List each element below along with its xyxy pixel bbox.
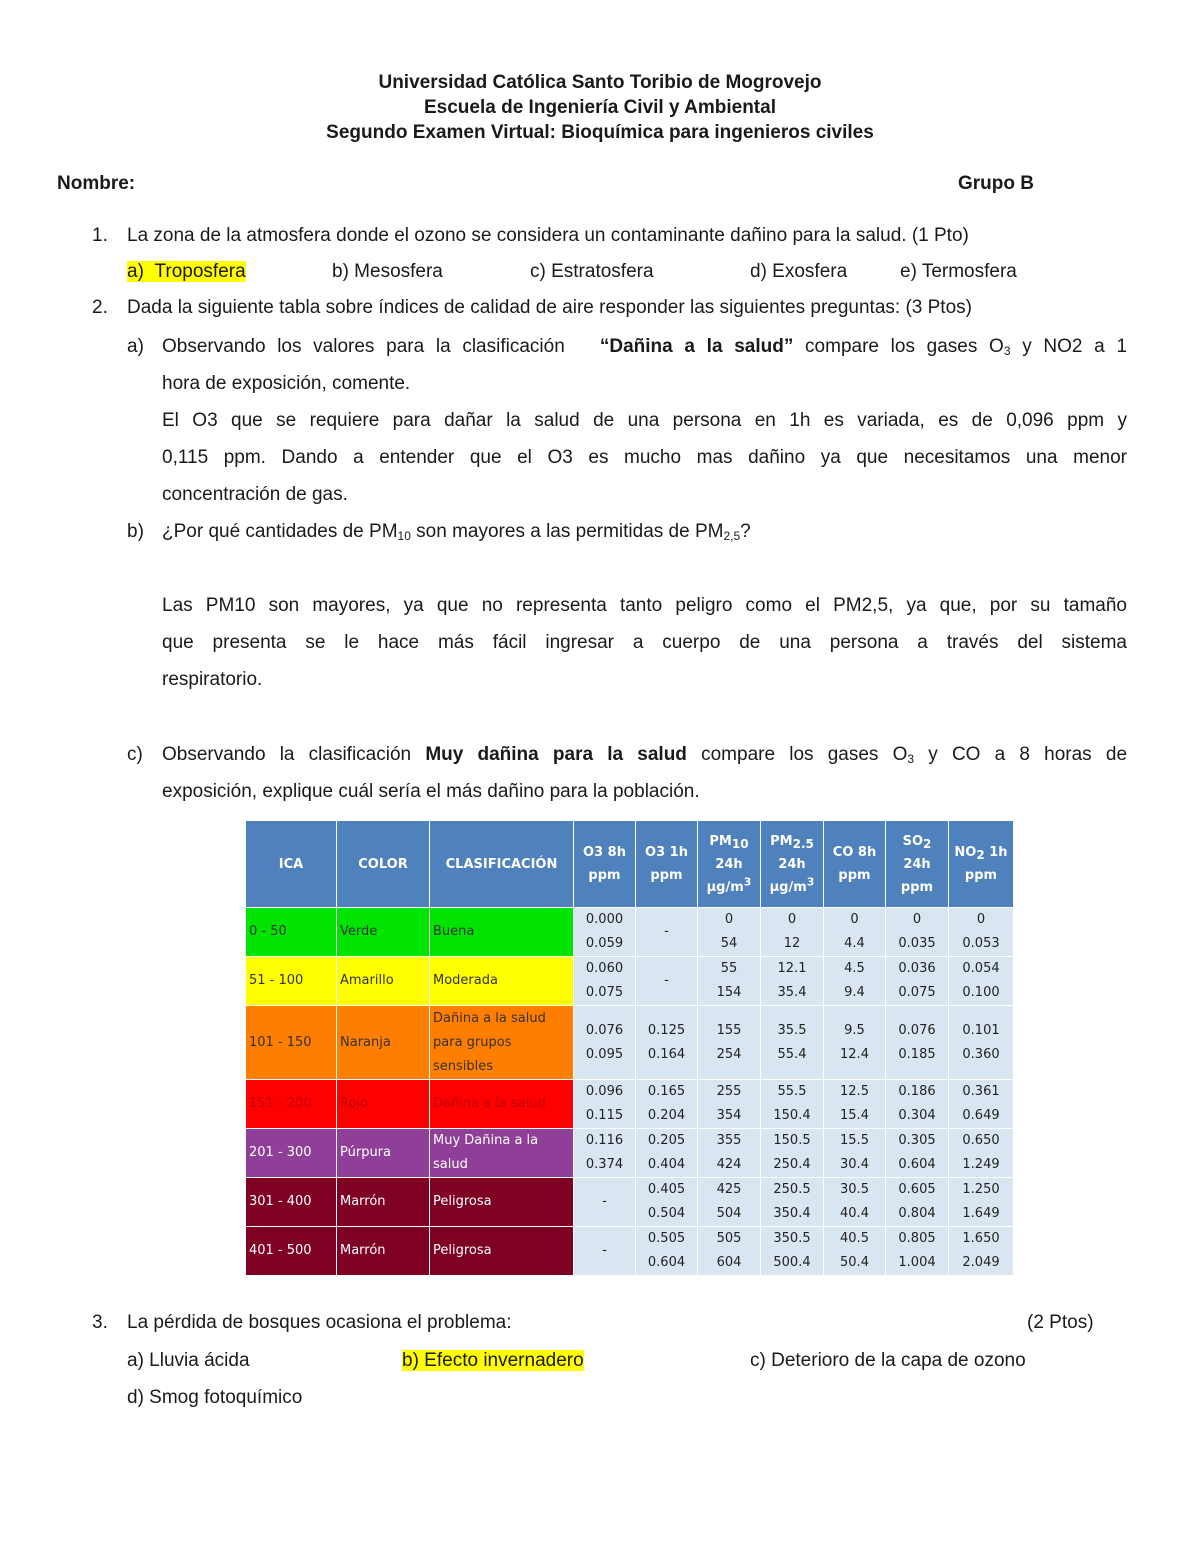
aqi-value: 0.205 — [647, 1133, 686, 1148]
aqi-value: 355 — [716, 1133, 742, 1148]
aqi-value: 12.4 — [840, 1046, 869, 1062]
pm10-label: PM — [709, 833, 732, 849]
aqi-value: 9.4 — [844, 985, 865, 1000]
aqi-value: 250.4 — [773, 1157, 811, 1172]
aqi-cell-o3-1h — [636, 957, 698, 1006]
header-pm10 — [698, 821, 761, 908]
no2-period: 1h — [989, 845, 1008, 860]
aqi-value: 250.5 — [773, 1182, 811, 1197]
aqi-cell-no2 — [949, 1129, 1014, 1178]
q2b-answer-line1: Las PM10 son mayores, ya que no representa tanto peligro como el PM2,5, ya que, por su tamaño — [162, 595, 1127, 616]
q2a-prompt-line1 — [162, 328, 1127, 365]
aqi-value: 150.5 — [773, 1133, 811, 1148]
aqi-cell-color: Marrón — [337, 1178, 430, 1227]
group-label: Grupo B — [958, 173, 1034, 194]
aqi-row — [246, 1080, 1014, 1129]
aqi-cell-o3-8h — [574, 1178, 636, 1227]
aqi-value: 9.5 — [844, 1022, 865, 1038]
q2c-text-bold: Muy dañina para la salud — [425, 744, 687, 765]
q2a-text-4: y NO2 a 1 — [1022, 336, 1128, 357]
q1-option-d: d) Exosfera — [750, 261, 848, 282]
aqi-cell-pm10 — [698, 1006, 761, 1080]
aqi-cell-clasif: Muy Dañina a la salud — [430, 1129, 574, 1178]
aqi-value: 504 — [716, 1206, 742, 1221]
aqi-cell-co — [824, 1178, 886, 1227]
exam-title: Segundo Examen Virtual: Bioquímica para ingenieros civiles — [326, 122, 874, 143]
aqi-cell-ica: 0 - 50 — [246, 908, 337, 957]
aqi-cell-pm25 — [761, 1129, 824, 1178]
aqi-cell-o3-1h — [636, 908, 698, 957]
aqi-cell-color: Púrpura — [337, 1129, 430, 1178]
so2-label: SO — [902, 833, 924, 849]
aqi-row — [246, 908, 1014, 957]
q1-option-a-letter: a) — [127, 261, 144, 282]
aqi-row — [246, 957, 1014, 1006]
school-title: Escuela de Ingeniería Civil y Ambiental — [424, 97, 776, 118]
q3-points: (2 Ptos) — [1027, 1312, 1094, 1333]
aqi-cell-o3-1h — [636, 1006, 698, 1080]
aqi-value: 0.101 — [962, 1022, 1000, 1038]
aqi-value: 0.304 — [898, 1108, 936, 1123]
aqi-value: 155 — [716, 1022, 742, 1038]
pm10-unit-sup: 3 — [743, 875, 752, 889]
q1-option-a — [127, 261, 246, 283]
q2a-sub: 3 — [1003, 344, 1011, 358]
q2c-prompt-line1 — [162, 736, 1127, 773]
pm25-period: 24h — [778, 856, 806, 872]
aqi-value: 1.250 — [962, 1182, 1000, 1197]
aqi-value: 0.116 — [585, 1133, 624, 1148]
aqi-value: 150.4 — [773, 1108, 811, 1123]
aqi-value: 12.1 — [777, 961, 807, 976]
aqi-cell-o3-8h — [574, 1080, 636, 1129]
aqi-cell-co — [824, 908, 886, 957]
aqi-value: 0.186 — [898, 1084, 936, 1099]
so2-period: 24h — [903, 856, 931, 872]
q2a-answer-line2: 0,115 ppm. Dando a entender que el O3 es mucho mas dañino ya que necesitamos una menor — [162, 447, 1127, 468]
aqi-value: 0.649 — [962, 1108, 1000, 1123]
aqi-value: 0 — [724, 912, 734, 927]
aqi-cell-o3-8h — [574, 1129, 636, 1178]
aqi-value: 0.804 — [898, 1206, 936, 1221]
header-o3-8h — [574, 821, 636, 908]
q3-number: 3. — [92, 1312, 108, 1333]
aqi-cell-o3-1h — [636, 1080, 698, 1129]
aqi-cell-pm25 — [761, 1178, 824, 1227]
aqi-cell-color: Verde — [337, 908, 430, 957]
q2c-letter: c) — [127, 744, 143, 765]
aqi-value: 0.075 — [898, 985, 936, 1000]
q3-option-a: a) Lluvia ácida — [127, 1350, 250, 1371]
aqi-value: - — [602, 1243, 607, 1258]
o3-8h-unit: ppm — [588, 868, 621, 883]
o3-1h-label: O3 1h — [645, 845, 688, 860]
pm25-label: PM — [770, 833, 793, 849]
aqi-value: 0.096 — [585, 1084, 624, 1099]
q2c-text-1: Observando la clasificación — [162, 744, 412, 765]
aqi-value: 0 — [912, 912, 922, 927]
aqi-value: 0.604 — [898, 1157, 936, 1172]
aqi-value: 604 — [716, 1255, 742, 1270]
q2a-answer-line3: concentración de gas. — [162, 484, 348, 505]
aqi-cell-ica: 101 - 150 — [246, 1006, 337, 1080]
aqi-value: 1.004 — [898, 1255, 936, 1270]
aqi-value: 1.650 — [962, 1231, 1000, 1246]
header-co-8h — [824, 821, 886, 908]
q2b-prompt — [162, 513, 1127, 550]
aqi-cell-clasif: Moderada — [430, 957, 574, 1006]
q2a-prompt-line2: hora de exposición, comente. — [162, 373, 411, 394]
aqi-value: 40.4 — [840, 1206, 869, 1221]
aqi-cell-clasif: Buena — [430, 908, 574, 957]
aqi-value: 0 — [850, 912, 859, 927]
aqi-cell-pm25 — [761, 1006, 824, 1080]
aqi-value: 0.374 — [585, 1157, 624, 1172]
name-label: Nombre: — [57, 173, 136, 194]
q3-option-b — [402, 1350, 584, 1372]
aqi-value: 0.305 — [898, 1133, 936, 1148]
aqi-cell-pm10 — [698, 1227, 761, 1276]
aqi-value: 35.5 — [777, 1022, 807, 1038]
q3-option-d: d) Smog fotoquímico — [127, 1387, 303, 1408]
aqi-value: 1.249 — [962, 1157, 1000, 1172]
aqi-cell-pm10 — [698, 908, 761, 957]
aqi-cell-o3-8h — [574, 957, 636, 1006]
aqi-cell-pm25 — [761, 1227, 824, 1276]
aqi-value: 40.5 — [840, 1231, 869, 1246]
q1-option-c: c) Estratosfera — [530, 261, 654, 282]
aqi-value: - — [602, 1194, 607, 1209]
aqi-value: 30.4 — [840, 1157, 869, 1172]
q1-option-b: b) Mesosfera — [332, 261, 443, 282]
q2c-sub: 3 — [907, 752, 915, 766]
aqi-value: 0.504 — [647, 1206, 686, 1221]
air-quality-index-table — [245, 820, 1014, 1276]
header-ica: ICA — [246, 821, 337, 908]
q2c-prompt-line2: exposición, explique cuál sería el más dañino para la población. — [162, 781, 700, 802]
aqi-cell-so2 — [886, 1080, 949, 1129]
q1-option-e: e) Termosfera — [900, 261, 1017, 282]
q2b-sub-1: 10 — [397, 529, 411, 543]
aqi-value: 4.5 — [844, 961, 865, 976]
university-title: Universidad Católica Santo Toribio de Mogrovejo — [378, 72, 822, 93]
q2a-answer-line1: El O3 que se requiere para dañar la salud de una persona en 1h es variada, es de 0,096 ppm y — [162, 410, 1127, 431]
pm10-period: 24h — [715, 856, 743, 872]
aqi-value: 54 — [720, 936, 738, 951]
pm25-sub: 2.5 — [792, 836, 814, 851]
aqi-row — [246, 1227, 1014, 1276]
header-no2-1h — [949, 821, 1014, 908]
aqi-value: 55.5 — [777, 1084, 807, 1099]
aqi-value: 505 — [716, 1231, 742, 1246]
aqi-value: 1.649 — [962, 1206, 1000, 1221]
aqi-cell-o3-8h — [574, 1227, 636, 1276]
aqi-value: 55.4 — [777, 1046, 807, 1062]
header-clasificacion: CLASIFICACIÓN — [430, 821, 574, 908]
aqi-cell-co — [824, 1080, 886, 1129]
q1-number: 1. — [92, 225, 108, 246]
pm10-sub: 10 — [731, 836, 749, 851]
header-so2-24h — [886, 821, 949, 908]
q2b-text-2: son mayores a las permitidas de PM — [416, 521, 724, 542]
aqi-value: 255 — [716, 1084, 742, 1099]
aqi-value: 0.125 — [647, 1022, 686, 1038]
aqi-value: 425 — [716, 1182, 742, 1197]
aqi-row — [246, 1178, 1014, 1227]
aqi-cell-pm25 — [761, 908, 824, 957]
aqi-value: - — [664, 924, 669, 939]
pm25-unit-sup: 3 — [806, 875, 815, 889]
aqi-cell-ica: 51 - 100 — [246, 957, 337, 1006]
aqi-value: 0.360 — [962, 1046, 1000, 1062]
aqi-value: 4.4 — [844, 936, 865, 951]
no2-unit: ppm — [964, 868, 998, 883]
q2b-text-1: ¿Por qué cantidades de PM — [162, 521, 398, 542]
aqi-cell-so2 — [886, 1227, 949, 1276]
q2-number: 2. — [92, 297, 108, 318]
header-color: COLOR — [337, 821, 430, 908]
aqi-cell-so2 — [886, 1129, 949, 1178]
q2b-text-3: ? — [740, 521, 751, 542]
q2a-letter: a) — [127, 336, 144, 357]
aqi-cell-no2 — [949, 1178, 1014, 1227]
q2b-answer-line3: respiratorio. — [162, 669, 263, 690]
aqi-cell-pm10 — [698, 1129, 761, 1178]
q2a-text-3: compare los gases O — [805, 336, 1004, 357]
aqi-value: 0.060 — [585, 961, 624, 976]
aqi-cell-pm25 — [761, 957, 824, 1006]
q3-text: La pérdida de bosques ocasiona el problema: — [127, 1312, 512, 1333]
aqi-value: 0.361 — [962, 1084, 1000, 1099]
aqi-value: 0.000 — [585, 912, 624, 927]
aqi-value: 15.5 — [840, 1133, 869, 1148]
aqi-value: 50.4 — [840, 1255, 869, 1270]
aqi-row — [246, 1129, 1014, 1178]
co-label: CO 8h — [832, 845, 877, 860]
aqi-cell-so2 — [886, 908, 949, 957]
aqi-value: 0.164 — [647, 1046, 686, 1062]
aqi-value: 0.035 — [898, 936, 936, 951]
aqi-value: 0 — [976, 912, 986, 927]
aqi-value: 424 — [716, 1157, 742, 1172]
aqi-value: 35.4 — [777, 985, 807, 1000]
aqi-value: 30.5 — [840, 1182, 869, 1197]
q2b-sub-2: 2,5 — [723, 529, 741, 543]
q2b-answer-line2: que presenta se le hace más fácil ingresar a cuerpo de una persona a través del sistema — [162, 632, 1127, 653]
aqi-cell-so2 — [886, 1006, 949, 1080]
aqi-cell-clasif: Peligrosa — [430, 1227, 574, 1276]
aqi-value: 0.059 — [585, 936, 624, 951]
pm10-unit: μg/m — [706, 879, 744, 895]
o3-1h-unit: ppm — [650, 868, 683, 883]
aqi-cell-so2 — [886, 957, 949, 1006]
aqi-value: 0.115 — [585, 1108, 624, 1123]
q3-answer-highlight: b) Efecto invernadero — [402, 1350, 584, 1371]
aqi-value: 0.604 — [647, 1255, 686, 1270]
aqi-value: 0.404 — [647, 1157, 686, 1172]
aqi-cell-no2 — [949, 1006, 1014, 1080]
aqi-value: 500.4 — [773, 1255, 811, 1270]
aqi-cell-color: Marrón — [337, 1227, 430, 1276]
aqi-cell-no2 — [949, 1080, 1014, 1129]
aqi-value: 0.165 — [647, 1084, 686, 1099]
aqi-cell-co — [824, 1129, 886, 1178]
aqi-cell-color: Amarillo — [337, 957, 430, 1006]
aqi-cell-ica: 201 - 300 — [246, 1129, 337, 1178]
header-pm25 — [761, 821, 824, 908]
aqi-value: 154 — [716, 985, 742, 1000]
aqi-value: 12 — [783, 936, 801, 951]
aqi-value: 0.075 — [585, 985, 624, 1000]
aqi-cell-clasif: Peligrosa — [430, 1178, 574, 1227]
q2a-text-bold: “Dañina a la salud” — [599, 336, 794, 357]
aqi-value: 0.053 — [962, 936, 1000, 951]
aqi-cell-no2 — [949, 957, 1014, 1006]
aqi-cell-pm25 — [761, 1080, 824, 1129]
aqi-value: 0.204 — [647, 1108, 686, 1123]
aqi-value: 0.076 — [898, 1022, 936, 1038]
aqi-value: 0 — [787, 912, 797, 927]
aqi-cell-co — [824, 957, 886, 1006]
aqi-value: 0.095 — [585, 1046, 624, 1062]
aqi-cell-o3-8h — [574, 908, 636, 957]
q2-text: Dada la siguiente tabla sobre índices de calidad de aire responder las siguientes preguntas: (3 Ptos) — [127, 297, 972, 318]
aqi-cell-no2 — [949, 908, 1014, 957]
aqi-value: 55 — [720, 961, 738, 976]
co-unit: ppm — [838, 868, 871, 883]
aqi-cell-co — [824, 1006, 886, 1080]
aqi-value: 0.036 — [898, 961, 936, 976]
aqi-value: 0.505 — [647, 1231, 686, 1246]
so2-sub: 2 — [923, 836, 932, 851]
aqi-value: 0.076 — [585, 1022, 624, 1038]
q2c-text-4: y CO a 8 horas de — [928, 744, 1128, 765]
aqi-value: - — [664, 973, 669, 988]
aqi-cell-o3-8h — [574, 1006, 636, 1080]
aqi-cell-ica: 151 - 200 — [246, 1080, 337, 1129]
header-o3-1h — [636, 821, 698, 908]
q2a-text-1: Observando los valores para la clasificación — [162, 336, 565, 357]
aqi-value: 0.100 — [962, 985, 1000, 1000]
aqi-cell-o3-1h — [636, 1178, 698, 1227]
aqi-value: 12.5 — [840, 1084, 869, 1099]
q1-text: La zona de la atmosfera donde el ozono se considera un contaminante dañino para la salud. (1 Pto) — [127, 225, 969, 246]
q1-answer-highlight: Troposfera — [154, 261, 246, 282]
q2b-letter: b) — [127, 521, 144, 542]
aqi-value: 0.805 — [898, 1231, 936, 1246]
aqi-cell-so2 — [886, 1178, 949, 1227]
aqi-cell-pm10 — [698, 1080, 761, 1129]
aqi-cell-pm10 — [698, 957, 761, 1006]
aqi-value: 0.185 — [898, 1046, 936, 1062]
aqi-cell-co — [824, 1227, 886, 1276]
aqi-value: 0.650 — [962, 1133, 1000, 1148]
aqi-cell-clasif: Dañina a la salud para grupos sensibles — [430, 1006, 574, 1080]
aqi-cell-pm10 — [698, 1178, 761, 1227]
o3-8h-label: O3 8h — [583, 845, 626, 860]
aqi-cell-o3-1h — [636, 1227, 698, 1276]
aqi-value: 350.4 — [773, 1206, 811, 1221]
aqi-cell-color: Naranja — [337, 1006, 430, 1080]
q2c-text-3: compare los gases O — [701, 744, 908, 765]
aqi-value: 354 — [716, 1108, 742, 1123]
aqi-cell-ica: 401 - 500 — [246, 1227, 337, 1276]
aqi-value: 0.605 — [898, 1182, 936, 1197]
aqi-row — [246, 1006, 1014, 1080]
no2-sub: 2 — [976, 848, 985, 862]
aqi-cell-color: Rojo — [337, 1080, 430, 1129]
aqi-cell-o3-1h — [636, 1129, 698, 1178]
q3-option-c: c) Deterioro de la capa de ozono — [750, 1350, 1026, 1371]
no2-label: NO — [954, 845, 977, 860]
pm25-unit: μg/m — [769, 879, 807, 895]
aqi-cell-clasif: Dañina a la salud — [430, 1080, 574, 1129]
aqi-cell-ica: 301 - 400 — [246, 1178, 337, 1227]
aqi-value: 0.054 — [962, 961, 1000, 976]
aqi-value: 254 — [716, 1046, 742, 1062]
aqi-value: 2.049 — [962, 1255, 1000, 1270]
aqi-value: 15.4 — [840, 1108, 869, 1123]
aqi-value: 350.5 — [773, 1231, 811, 1246]
so2-unit: ppm — [900, 879, 934, 895]
aqi-cell-no2 — [949, 1227, 1014, 1276]
aqi-value: 0.405 — [647, 1182, 686, 1197]
